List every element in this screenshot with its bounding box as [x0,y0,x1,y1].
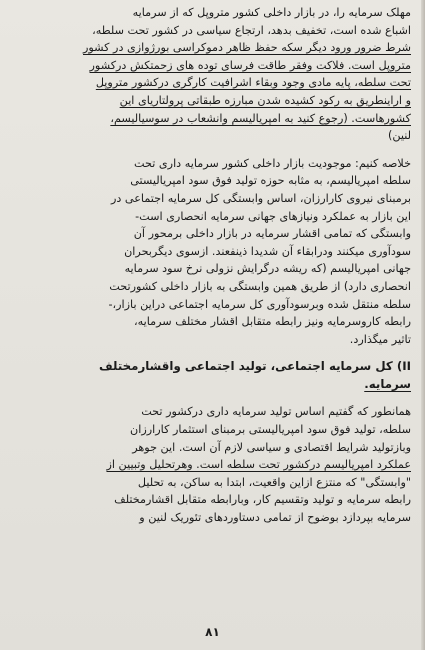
text-line: شرط ضرور ورود دیگر سکه حفظ ظاهر دموکراسی بورژوازی در کشور [83,41,411,55]
text-line: و اراینطریق به رکود کشیده شدن مبارزه طبقاتی پرولتاریای این [119,93,411,107]
text-line: "وابستگی" که منتزع ازاین واقعیت، ابتدا به ساکن، به تحلیل [137,475,411,489]
text-line: همانطور که گفتیم اساس تولید سرمایه داری درکشور تحت [141,405,411,419]
section-heading [22,358,411,393]
text-line: سلطه منتقل شده وبرسودآوری کل سرمایه اجتماعی دراین بازار،- [108,297,411,311]
text-line: سودآوری میکنند ودرابقاء آن شدیدا ذینفعند. ازسوی دیگربحران [124,244,411,258]
text-line: تحت سلطه، پایه مادی وجود وبقاء اشرافیت کارگری درکشور متروپل [95,76,411,90]
text-line: برمبنای نیروی کارارزان، اساس وابستگی کل سرمایه اجتماعی در [110,191,411,205]
text-line: متروپل است. فلاکت وفقر طاقت فرسای توده های زحمتکش درکشور [89,58,411,72]
page-fold-shadow [421,0,425,650]
paragraph-3 [22,403,411,526]
section-heading-line: II) کل سرمایه اجتماعی، تولید اجتماعی واقشارمختلف [98,359,411,374]
text-line: رابطه کاروسرمایه ونیز رابطه متقابل اقشار مختلف سرمایه، [134,315,411,329]
paragraph-1 [22,4,411,145]
section-heading-line: سرمایه. [364,376,411,391]
text-line: مهلک سرمایه را، در بازار داخلی کشور متروپل که از سرمایه [132,6,411,19]
text-line: کشورهاست. (رجوع کنید به امپریالیسم وانشعاب در سوسیالیسم، [110,111,411,125]
text-line: لنین) [387,129,411,143]
text-line: جهانی امپریالیسم (که ریشه درگرایش نزولی نرخ سود سرمایه [124,262,411,276]
text-line: رابطه سرمایه و تولید وتقسیم کار، وبارابطه متقابل اقشارمختلف [114,493,411,507]
text-column [22,4,411,527]
text-line: سرمایه بپردازد بوضوح از تمامی دستاوردهای تئوریک لنین و [139,511,411,525]
text-line: وابستگی که تمامی اقشار سرمایه در بازار داخلی برمحور آن [133,227,411,241]
text-line: این بازار به عملکرد ونیازهای جهانی سرمایه انحصاری است- [135,209,411,223]
text-line: سلطه، تولید فوق سود امپریالیستی برمبنای استثمار کارارزان [130,423,411,437]
text-line: اشباع شده است، تخفیف بدهد، ارتجاع سیاسی در کشور تحت سلطه، [92,23,411,37]
text-line: خلاصه کنیم: موجودیت بازار داخلی کشور سرمایه داری تحت [134,156,411,170]
text-line: انحصاری دارد) از طریق همین وابستگی به بازار داخلی کشورتحت [109,279,411,293]
text-line: تاثیر میگذارد. [349,332,411,346]
page-number: ۸۱ [205,625,220,639]
text-line: وبازتولید شرایط اقتصادی و سیاسی لازم آن است. این جوهر [132,440,411,454]
text-line: عملکرد امپریالیسم درکشور تحت سلطه است. وهرتحلیل وتبیین از [106,458,411,472]
text-line: سلطه امپریالیسم، به مثابه حوزه تولید فوق سود امپریالیستی [130,174,411,188]
paragraph-2 [22,155,411,349]
